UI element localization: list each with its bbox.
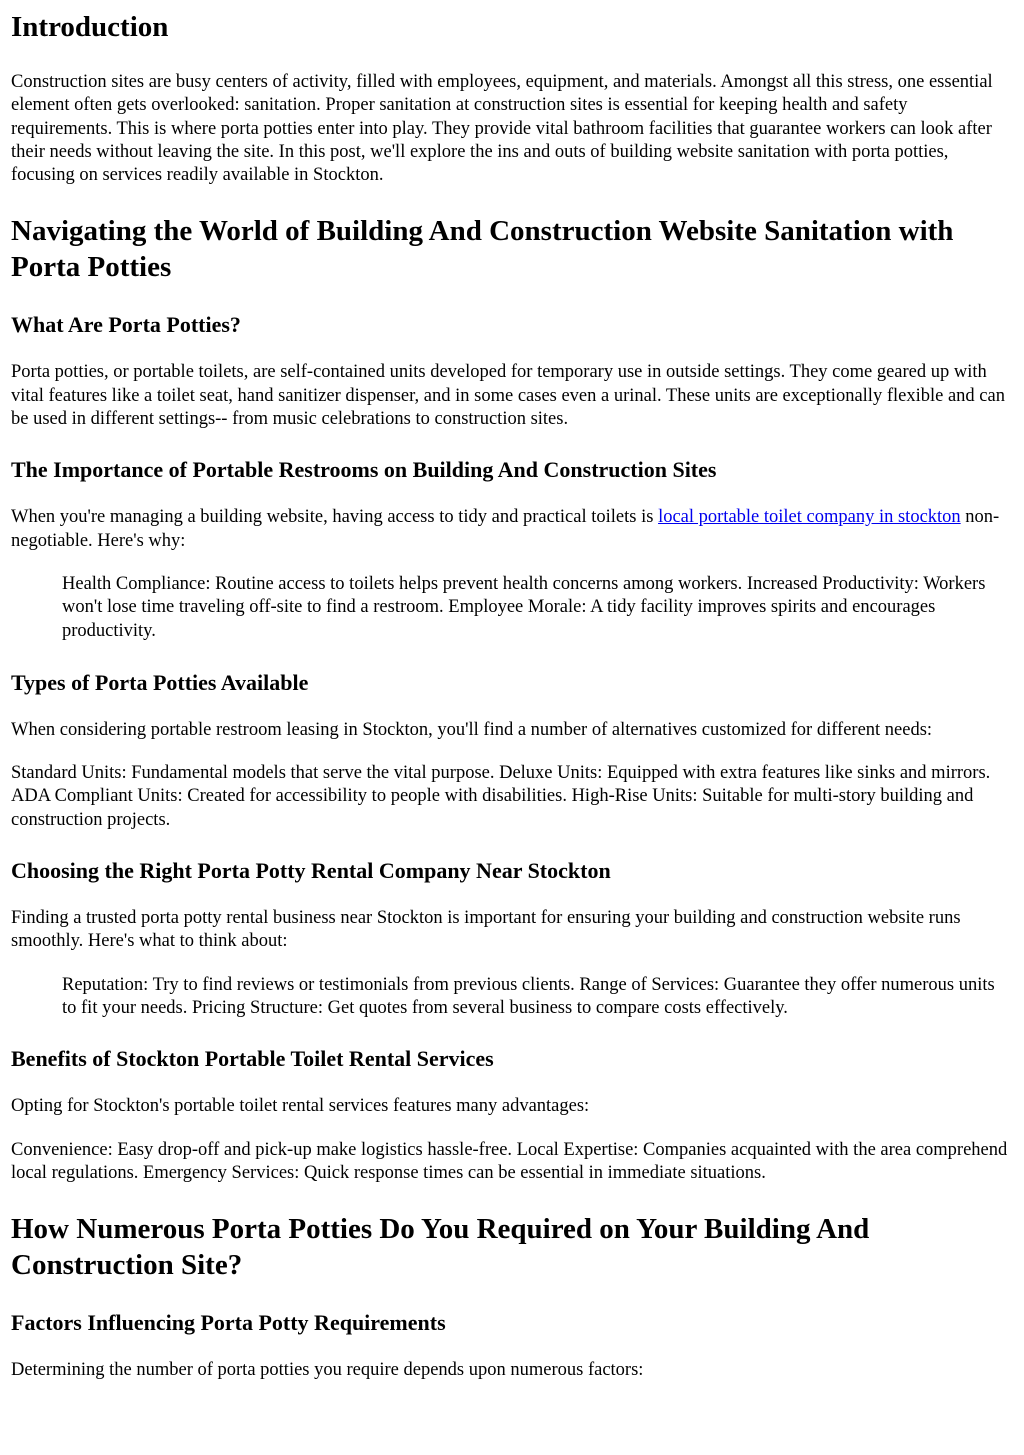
importance-heading: The Importance of Portable Restrooms on Building And Construction Sites: [11, 457, 717, 483]
importance-text-before: When you're managing a building website, having access to tidy and practical toilets is: [11, 507, 659, 528]
benefits-list: Convenience: Easy drop-off and pick-up make logistics hassle-free. Local Expertise: Companies acquainted with the area comprehend local regulations. Emergency Services: Quick response times can be essential in immediate situations.: [11, 1139, 1008, 1183]
choosing-intro: Finding a trusted porta potty rental business near Stockton is important for ensuring your building and construction website runs smoothly. Here's what to think about:: [11, 908, 961, 952]
intro-paragraph: Construction sites are busy centers of activity, filled with employees, equipment, and materials. Amongst all this stress, one essential element often gets overlooked: sanitation. Proper sanitation at construction sites is essential for keeping health and safety requirements. This is where porta potties enter into play. They provide vital bathroom facilities that guarantee workers can look after their needs without leaving the site. In this post, we'll explore the ins and outs of building website sanitation with porta potties, focusing on services readily available in Stockton.: [11, 72, 993, 186]
types-list: Standard Units: Fundamental models that serve the vital purpose. Deluxe Units: Equipped with extra features like sinks and mirrors. ADA Compliant Units: Created for accessibility to people with disabilities. High-Rise Units: Suitable for multi-story building and construction projects.: [11, 763, 991, 830]
types-intro: When considering portable restroom leasing in Stockton, you'll find a number of alternatives customized for different needs:: [11, 719, 933, 740]
article: [0, 9, 1024, 1382]
what-are-paragraph: Porta potties, or portable toilets, are self-contained units developed for temporary use in outside settings. They come geared up with vital features like a toilet seat, hand sanitizer dispenser, and in some cases even a urinal. These units are exceptionally flexible and can be used in different settings-- from music celebrations to construction sites.: [11, 362, 1005, 430]
types-heading: Types of Porta Potties Available: [11, 669, 309, 695]
benefits-heading: Benefits of Stockton Portable Toilet Rental Services: [11, 1046, 494, 1072]
importance-text-after: non-negotiable. Here's why:: [11, 507, 1000, 551]
choosing-heading: Choosing the Right Porta Potty Rental Company Near Stockton: [11, 858, 611, 884]
choosing-quote: Reputation: Try to find reviews or testimonials from previous clients. Range of Services: Guarantee they offer numerous units to fit your needs. Pricing Structure: Get quotes from several business to compare costs effectively.: [62, 974, 995, 1018]
benefits-intro: Opting for Stockton's portable toilet rental services features many advantages:: [11, 1096, 590, 1117]
intro-heading: Introduction: [11, 11, 169, 43]
factors-intro: Determining the number of porta potties you require depends upon numerous factors:: [11, 1360, 644, 1381]
factors-heading: Factors Influencing Porta Potty Requirements: [11, 1310, 446, 1336]
navigating-heading: Navigating the World of Building And Construction Website Sanitation with Porta Potties: [11, 215, 954, 284]
importance-paragraph: [11, 506, 1013, 553]
what-are-heading: What Are Porta Potties?: [11, 312, 241, 338]
local-portable-toilet-link[interactable]: local portable toilet company in stockton: [658, 507, 961, 528]
how-many-heading: How Numerous Porta Potties Do You Required on Your Building And Construction Site?: [11, 1213, 870, 1282]
importance-quote: Health Compliance: Routine access to toilets helps prevent health concerns among workers. Increased Productivity: Workers won't lose time traveling off-site to find a restroom. Employee Morale: A tidy facility improves spirits and encourages productivity.: [62, 573, 986, 641]
